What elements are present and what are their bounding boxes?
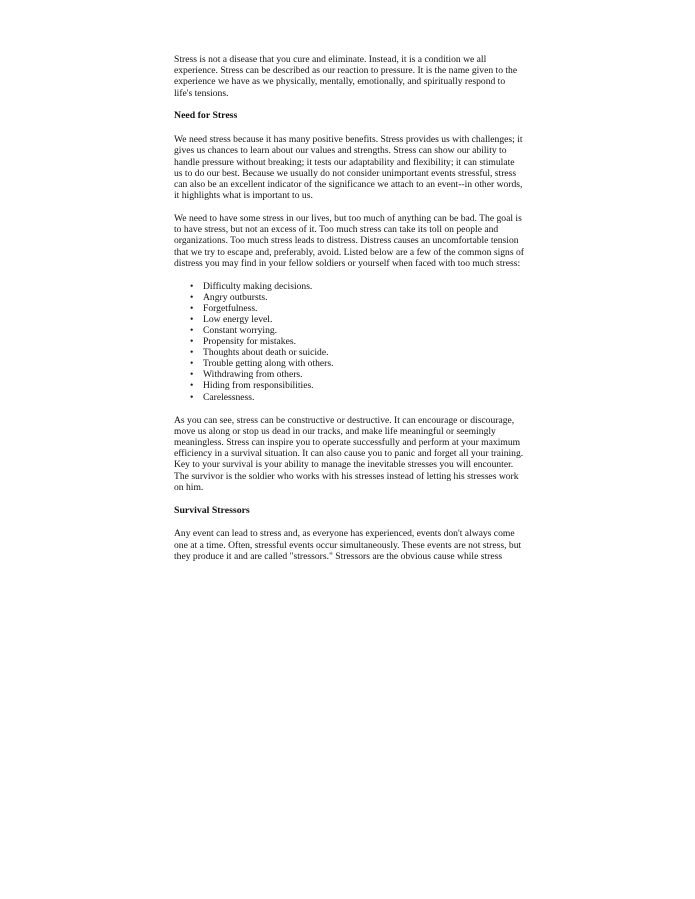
bullet-icon: • <box>190 347 194 359</box>
need-paragraph-2: We need to have some stress in our lives, but too much of anything can be bad. The goal is to have stress, but not an excess of it. Too much stress can take its toll on people and organizations. Too much stress leads to distress. Distress causes an uncomfortable tension that we try to escape and, preferably, avoid. Listed below are a few of the common signs of distress you may find in your fellow soldiers or yourself when faced with too much stress: <box>174 213 524 269</box>
bullet-icon: • <box>190 358 194 370</box>
list-item: • Low energy level. <box>190 313 273 325</box>
bullet-icon: • <box>190 302 194 314</box>
stressors-paragraph-1: Any event can lead to stress and, as everyone has experienced, events don't always come one at a time. Often, stressful events occur simultaneously. These events are not stress, but they produce it and are called "stressors." Stressors are the obvious cause while stress <box>174 528 522 562</box>
bullet-icon: • <box>190 380 194 392</box>
list-item: • Thoughts about death or suicide. <box>190 347 329 359</box>
bullet-icon: • <box>190 336 194 348</box>
list-item: • Constant worrying. <box>190 325 278 336</box>
bullet-icon: • <box>190 291 194 303</box>
bullet-icon: • <box>190 369 194 381</box>
need-for-stress-heading: Need for Stress <box>174 110 238 122</box>
list-item: • Carelessness. <box>190 391 255 403</box>
bullet-icon: • <box>190 391 194 403</box>
bullet-icon: • <box>190 313 194 325</box>
page-content <box>174 54 524 574</box>
list-item: • Withdrawing from others. <box>190 369 303 381</box>
list-item: • Trouble getting along with others. <box>190 358 334 370</box>
bullet-icon: • <box>190 280 194 292</box>
intro-paragraph: Stress is not a disease that you cure and eliminate. Instead, it is a condition we all experience. Stress can be described as our reaction to pressure. It is the name given to the experience we have as we physically, mentally, emotionally, and spiritually respond to life's tensions. <box>174 54 518 99</box>
distress-signs-list <box>174 281 524 403</box>
need-paragraph-3: As you can see, stress can be constructive or destructive. It can encourage or discourage, move us along or stop us dead in our tracks, and make life meaningful or seemingly meaningless. Stress can inspire you to operate successfully and perform at your maximum efficiency in a survival situation. It can also cause you to panic and forget all your training. Key to your survival is your ability to manage the inevitable stresses you will encounter. The survivor is the soldier who works with his stresses instead of letting his stresses work on him. <box>174 414 524 493</box>
list-item: • Forgetfulness. <box>190 302 258 314</box>
list-item: • Hiding from responsibilities. <box>190 380 314 392</box>
list-item: • Propensity for mistakes. <box>190 336 296 348</box>
bullet-icon: • <box>190 325 194 336</box>
need-paragraph-1: We need stress because it has many positive benefits. Stress provides us with challenges; it gives us chances to learn about our values and strengths. Stress can show our ability to handle pressure without breaking; it tests our adaptability and flexibility; it can stimulate us to do our best. Because we usually do not consider unimportant events stressful, stress can also be an excellent indicator of the significance we attach to an event--in other words, it highlights what is important to us. <box>174 134 523 202</box>
list-item: • Difficulty making decisions. <box>190 280 313 292</box>
survival-stressors-heading: Survival Stressors <box>174 504 250 516</box>
list-item: • Angry outbursts. <box>190 291 268 303</box>
